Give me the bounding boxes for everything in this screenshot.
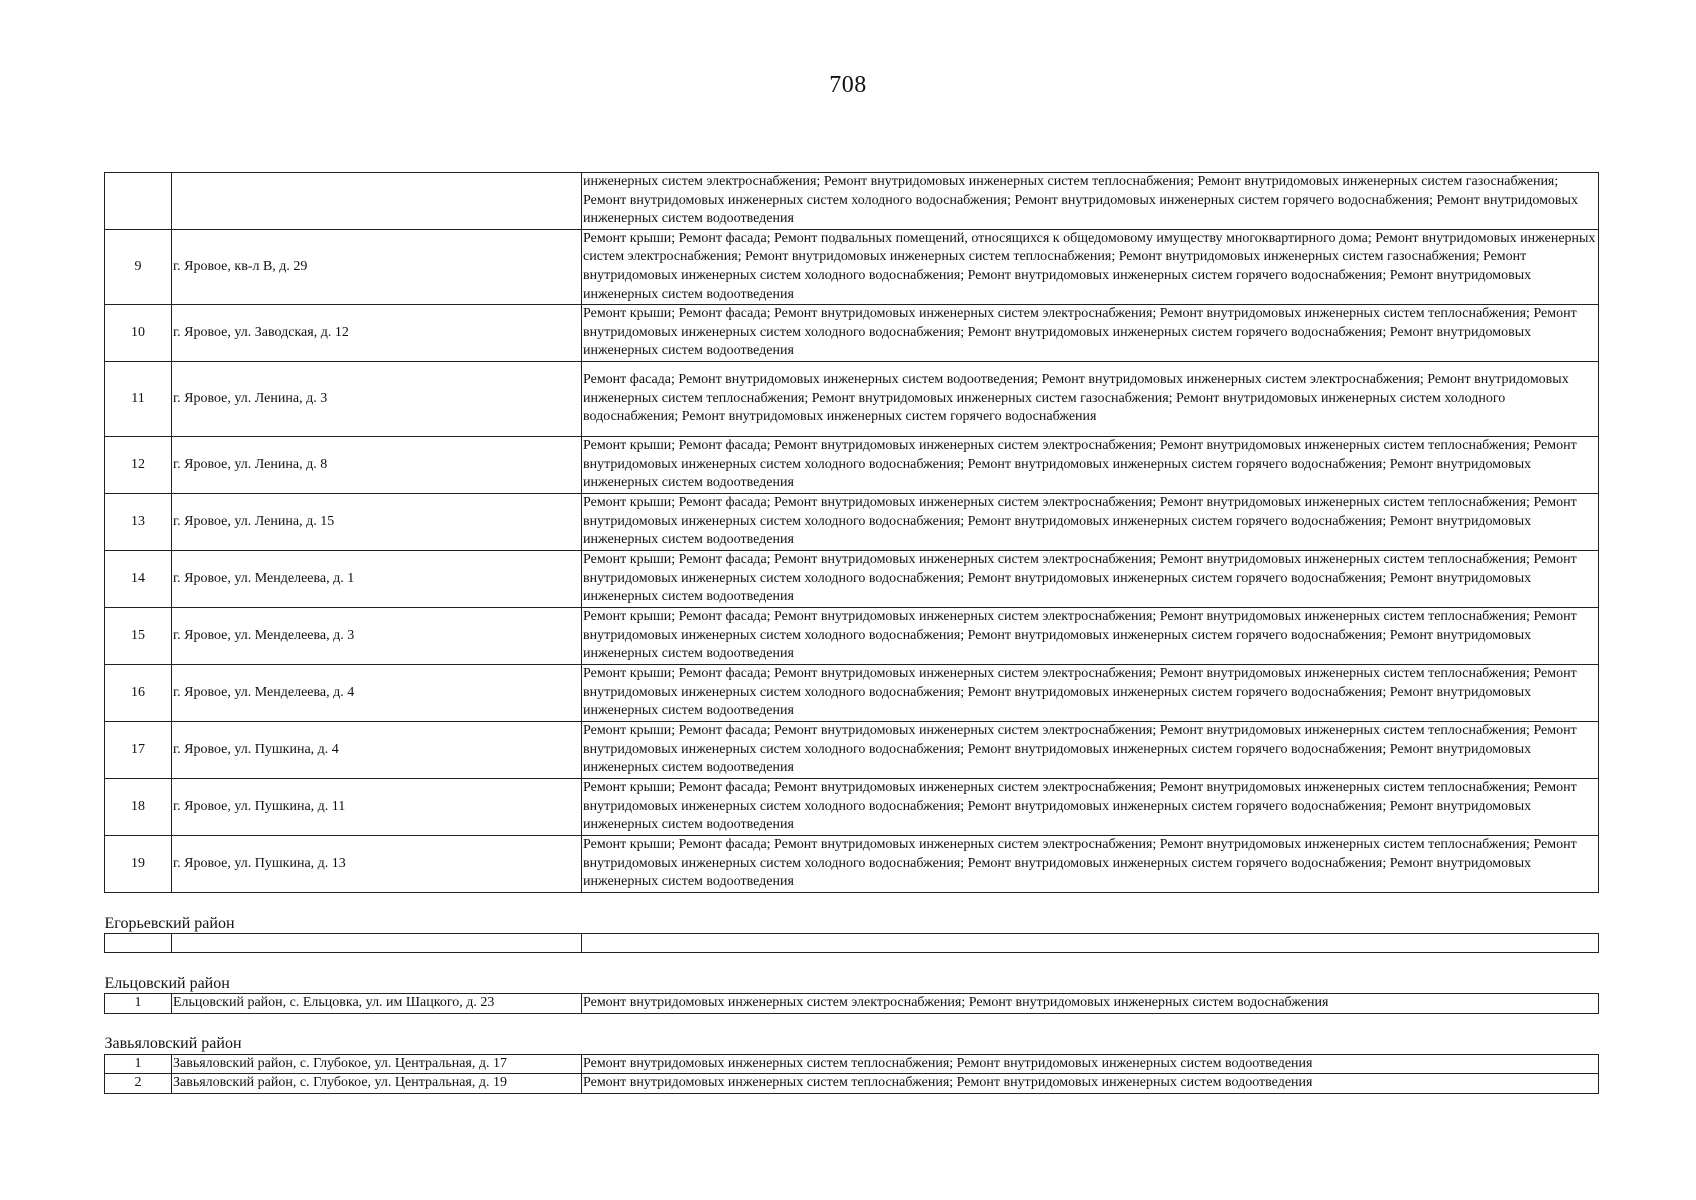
row-number: 17 — [105, 722, 172, 779]
row-number: 15 — [105, 608, 172, 665]
district-title: Завьяловский район — [105, 1013, 1599, 1054]
table-row — [105, 608, 1599, 665]
row-address: Завьяловский район, с. Глубокое, ул. Центральная, д. 19 — [172, 1074, 582, 1094]
row-address: г. Яровое, ул. Менделеева, д. 1 — [172, 551, 582, 608]
row-work: Ремонт крыши; Ремонт фасада; Ремонт внутридомовых инженерных систем электроснабжения; Ремонт внутридомовых инженерных систем теплоснабжения; Ремонт внутридомовых инженерных систем холодного водоснабжения; Ремонт внутридомовых инженерных систем горячего водоснабжения; Ремонт внутридомовых инженерных систем водоотведения — [582, 305, 1599, 362]
row-address: г. Яровое, кв-л В, д. 29 — [172, 229, 582, 304]
row-address: Ельцовский район, с. Ельцовка, ул. им Шацкого, д. 23 — [172, 994, 582, 1014]
row-number: 19 — [105, 836, 172, 893]
district-title: Егорьевский район — [105, 893, 1599, 934]
table-row — [105, 437, 1599, 494]
row-number: 12 — [105, 437, 172, 494]
table-row — [105, 665, 1599, 722]
row-number: 1 — [105, 1054, 172, 1074]
row-address: Завьяловский район, с. Глубокое, ул. Центральная, д. 17 — [172, 1054, 582, 1074]
row-work: Ремонт крыши; Ремонт фасада; Ремонт внутридомовых инженерных систем электроснабжения; Ремонт внутридомовых инженерных систем теплоснабжения; Ремонт внутридомовых инженерных систем холодного водоснабжения; Ремонт внутридомовых инженерных систем горячего водоснабжения; Ремонт внутридомовых инженерных систем водоотведения — [582, 494, 1599, 551]
row-address: г. Яровое, ул. Пушкина, д. 13 — [172, 836, 582, 893]
row-work: Ремонт внутридомовых инженерных систем теплоснабжения; Ремонт внутридомовых инженерных систем водоотведения — [582, 1074, 1599, 1094]
row-number: 1 — [105, 994, 172, 1014]
row-number: 18 — [105, 779, 172, 836]
row-address: г. Яровое, ул. Менделеева, д. 3 — [172, 608, 582, 665]
row-number — [105, 934, 172, 953]
table-row — [105, 362, 1599, 437]
row-address — [172, 173, 582, 230]
row-work: Ремонт крыши; Ремонт фасада; Ремонт внутридомовых инженерных систем электроснабжения; Ремонт внутридомовых инженерных систем теплоснабжения; Ремонт внутридомовых инженерных систем холодного водоснабжения; Ремонт внутридомовых инженерных систем горячего водоснабжения; Ремонт внутридомовых инженерных систем водоотведения — [582, 722, 1599, 779]
district-title: Ельцовский район — [105, 953, 1599, 994]
table-row — [105, 305, 1599, 362]
row-address: г. Яровое, ул. Пушкина, д. 4 — [172, 722, 582, 779]
table-row — [105, 836, 1599, 893]
row-address: г. Яровое, ул. Заводская, д. 12 — [172, 305, 582, 362]
row-number — [105, 173, 172, 230]
row-work: Ремонт крыши; Ремонт фасада; Ремонт внутридомовых инженерных систем электроснабжения; Ремонт внутридомовых инженерных систем теплоснабжения; Ремонт внутридомовых инженерных систем холодного водоснабжения; Ремонт внутридомовых инженерных систем горячего водоснабжения; Ремонт внутридомовых инженерных систем водоотведения — [582, 836, 1599, 893]
row-number: 2 — [105, 1074, 172, 1094]
row-address: г. Яровое, ул. Ленина, д. 3 — [172, 362, 582, 437]
table-row — [105, 229, 1599, 304]
row-work: инженерных систем электроснабжения; Ремонт внутридомовых инженерных систем теплоснабжения; Ремонт внутридомовых инженерных систем газоснабжения; Ремонт внутридомовых инженерных систем холодного водоснабжения; Ремонт внутридомовых инженерных систем горячего водоснабжения; Ремонт внутридомовых инженерных систем водоотведения — [582, 173, 1599, 230]
row-work — [582, 934, 1599, 953]
district-heading-row — [105, 953, 1599, 994]
row-address — [172, 934, 582, 953]
table-row — [105, 779, 1599, 836]
row-work: Ремонт крыши; Ремонт фасада; Ремонт внутридомовых инженерных систем электроснабжения; Ремонт внутридомовых инженерных систем теплоснабжения; Ремонт внутридомовых инженерных систем холодного водоснабжения; Ремонт внутридомовых инженерных систем горячего водоснабжения; Ремонт внутридомовых инженерных систем водоотведения — [582, 665, 1599, 722]
table-row — [105, 173, 1599, 230]
table-row — [105, 722, 1599, 779]
row-work: Ремонт крыши; Ремонт фасада; Ремонт внутридомовых инженерных систем электроснабжения; Ремонт внутридомовых инженерных систем теплоснабжения; Ремонт внутридомовых инженерных систем холодного водоснабжения; Ремонт внутридомовых инженерных систем горячего водоснабжения; Ремонт внутридомовых инженерных систем водоотведения — [582, 608, 1599, 665]
row-address: г. Яровое, ул. Пушкина, д. 11 — [172, 779, 582, 836]
row-address: г. Яровое, ул. Ленина, д. 8 — [172, 437, 582, 494]
row-work: Ремонт внутридомовых инженерных систем теплоснабжения; Ремонт внутридомовых инженерных систем водоотведения — [582, 1054, 1599, 1074]
empty-table-row — [105, 934, 1599, 953]
table-row — [105, 994, 1599, 1014]
row-work: Ремонт крыши; Ремонт фасада; Ремонт внутридомовых инженерных систем электроснабжения; Ремонт внутридомовых инженерных систем теплоснабжения; Ремонт внутридомовых инженерных систем холодного водоснабжения; Ремонт внутридомовых инженерных систем горячего водоснабжения; Ремонт внутридомовых инженерных систем водоотведения — [582, 437, 1599, 494]
row-number: 11 — [105, 362, 172, 437]
repair-table — [104, 172, 1599, 1094]
table-row — [105, 1054, 1599, 1074]
row-work: Ремонт фасада; Ремонт внутридомовых инженерных систем водоотведения; Ремонт внутридомовых инженерных систем электроснабжения; Ремонт внутридомовых инженерных систем теплоснабжения; Ремонт внутридомовых инженерных систем газоснабжения; Ремонт внутридомовых инженерных систем холодного водоснабжения; Ремонт внутридомовых инженерных систем горячего водоснабжения — [582, 362, 1599, 437]
page-number: 708 — [829, 72, 867, 98]
row-address: г. Яровое, ул. Менделеева, д. 4 — [172, 665, 582, 722]
row-work: Ремонт крыши; Ремонт фасада; Ремонт внутридомовых инженерных систем электроснабжения; Ремонт внутридомовых инженерных систем теплоснабжения; Ремонт внутридомовых инженерных систем холодного водоснабжения; Ремонт внутридомовых инженерных систем горячего водоснабжения; Ремонт внутридомовых инженерных систем водоотведения — [582, 779, 1599, 836]
row-work: Ремонт крыши; Ремонт фасада; Ремонт подвальных помещений, относящихся к общедомовому имуществу многоквартирного дома; Ремонт внутридомовых инженерных систем электроснабжения; Ремонт внутридомовых инженерных систем теплоснабжения; Ремонт внутридомовых инженерных систем газоснабжения; Ремонт внутридомовых инженерных систем холодного водоснабжения; Ремонт внутридомовых инженерных систем горячего водоснабжения; Ремонт внутридомовых инженерных систем водоотведения — [582, 229, 1599, 304]
row-number: 14 — [105, 551, 172, 608]
table-row — [105, 494, 1599, 551]
row-number: 10 — [105, 305, 172, 362]
row-number: 13 — [105, 494, 172, 551]
row-number: 9 — [105, 229, 172, 304]
row-work: Ремонт внутридомовых инженерных систем электроснабжения; Ремонт внутридомовых инженерных систем водоснабжения — [582, 994, 1599, 1014]
table-row — [105, 1074, 1599, 1094]
row-work: Ремонт крыши; Ремонт фасада; Ремонт внутридомовых инженерных систем электроснабжения; Ремонт внутридомовых инженерных систем теплоснабжения; Ремонт внутридомовых инженерных систем холодного водоснабжения; Ремонт внутридомовых инженерных систем горячего водоснабжения; Ремонт внутридомовых инженерных систем водоотведения — [582, 551, 1599, 608]
row-number: 16 — [105, 665, 172, 722]
district-heading-row — [105, 893, 1599, 934]
row-address: г. Яровое, ул. Ленина, д. 15 — [172, 494, 582, 551]
district-heading-row — [105, 1013, 1599, 1054]
table-row — [105, 551, 1599, 608]
